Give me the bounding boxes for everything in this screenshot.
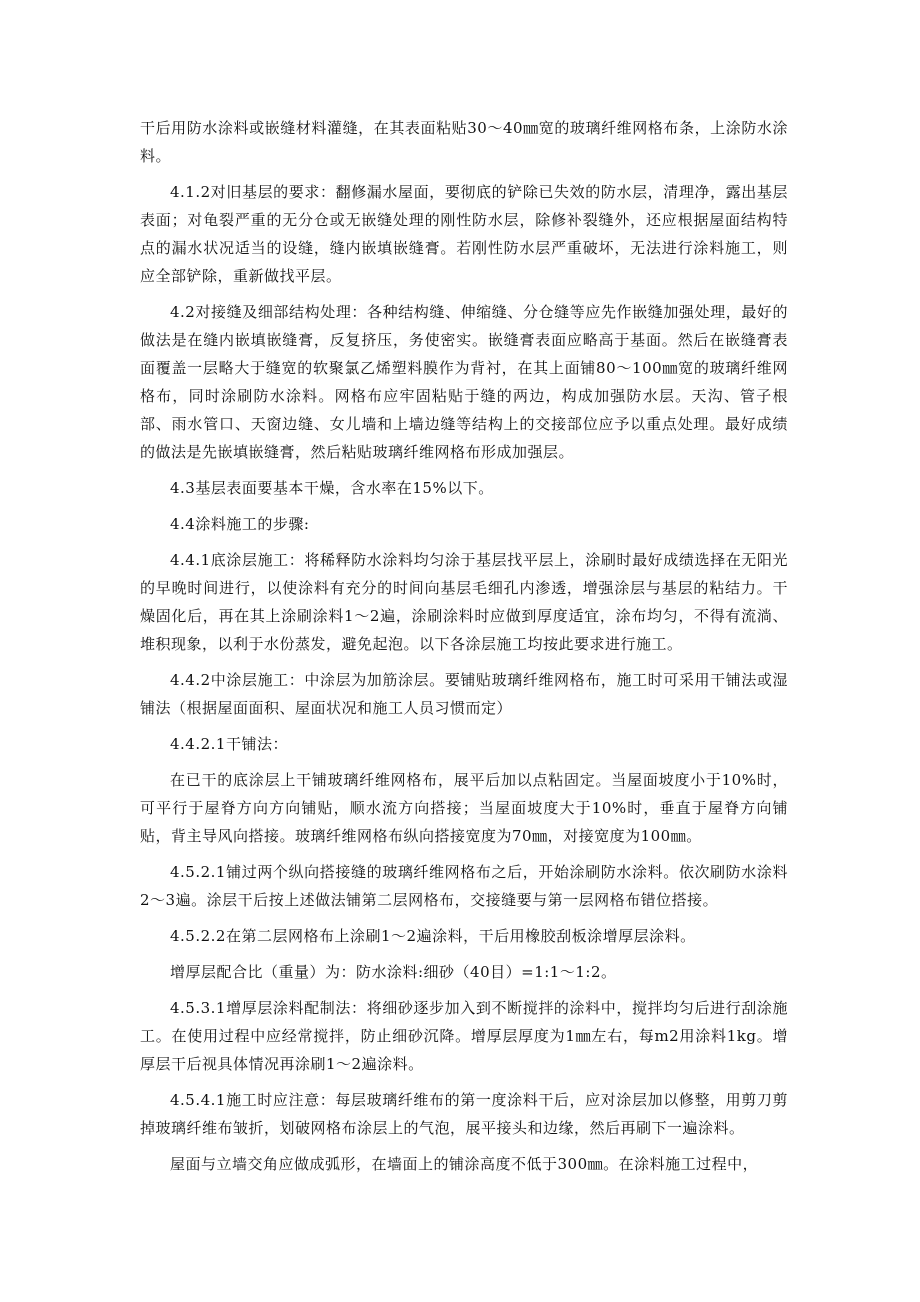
paragraph-8: 4.4.2.1干铺法： [170,735,288,753]
paragraph-5: 4.4涂料施工的步骤: [170,515,310,533]
document-page [140,114,788,1186]
paragraph-7: 4.4.2中涂层施工：中涂层为加筋涂层。要铺贴玻璃纤维网格布，施工时可采用干铺法或湿铺法（根据屋面面积、屋面状况和施工人员习惯而定） [140,671,788,717]
paragraph-14: 4.5.4.1施工时应注意：每层玻璃纤维布的第一度涂料干后，应对涂层加以修整，用剪刀剪掉玻璃纤维布皱折，划破网格布涂层上的气泡，展平接头和边缘，然后再刷下一遍涂料。 [140,1091,788,1137]
paragraph-6: 4.4.1底涂层施工：将稀释防水涂料均匀涂于基层找平层上，涂刷时最好成绩选择在无阳光的早晚时间进行，以使涂料有充分的时间向基层毛细孔内渗透，增强涂层与基层的粘结力。干燥固化后，再在其上涂刷涂料1～2遍，涂刷涂料时应做到厚度适宜，涂布均匀，不得有流淌、堆积现象，以利于水份蒸发，避免起泡。以下各涂层施工均按此要求进行施工。 [140,551,788,653]
paragraph-9: 在已干的底涂层上干铺玻璃纤维网格布，展平后加以点粘固定。当屋面坡度小于10%时，可平行于屋脊方向方向铺贴，顺水流方向搭接；当屋面坡度大于10%时，垂直于屋脊方向铺贴，背主导风向搭接。玻璃纤维网格布纵向搭接宽度为70㎜，对接宽度为100㎜。 [140,771,788,845]
paragraph-1: 干后用防水涂料或嵌缝材料灌缝，在其表面粘贴30～40㎜宽的玻璃纤维网格布条，上涂防水涂料。 [140,119,788,165]
paragraph-3: 4.2对接缝及细部结构处理：各种结构缝、伸缩缝、分仓缝等应先作嵌缝加强处理，最好的做法是在缝内嵌填嵌缝膏，反复挤压，务使密实。嵌缝膏表面应略高于基面。然后在嵌缝膏表面覆盖一层略大于缝宽的软聚氯乙烯塑料膜作为背衬，在其上面铺80～100㎜宽的玻璃纤维网格布，同时涂刷防水涂料。网格布应牢固粘贴于缝的两边，构成加强防水层。天沟、管子根部、雨水管口、天窗边缝、女儿墙和上墙边缝等结构上的交接部位应予以重点处理。最好成绩的做法是先嵌填嵌缝膏，然后粘贴玻璃纤维网格布形成加强层。 [140,303,788,461]
paragraph-10: 4.5.2.1铺过两个纵向搭接缝的玻璃纤维网格布之后，开始涂刷防水涂料。依次刷防水涂料2～3遍。涂层干后按上述做法铺第二层网格布，交接缝要与第一层网格布错位搭接。 [140,863,788,909]
paragraph-15: 屋面与立墙交角应做成弧形，在墙面上的铺涂高度不低于300㎜。在涂料施工过程中， [170,1155,759,1173]
paragraph-4: 4.3基层表面要基本干燥，含水率在15%以下。 [170,479,494,497]
paragraph-11: 4.5.2.2在第二层网格布上涂刷1～2遍涂料，干后用橡胶刮板涂增厚层涂料。 [170,927,696,945]
paragraph-13: 4.5.3.1增厚层涂料配制法：将细砂逐步加入到不断搅拌的涂料中，搅拌均匀后进行刮涂施工。在使用过程中应经常搅拌，防止细砂沉降。增厚层厚度为1㎜左右，每m2用涂料1kg。增厚层干后视具体情况再涂刷1～2遍涂料。 [140,999,788,1073]
paragraph-2: 4.1.2对旧基层的要求：翻修漏水屋面，要彻底的铲除已失效的防水层，清理净，露出基层表面；对龟裂严重的无分仓或无嵌缝处理的刚性防水层，除修补裂缝外，还应根据屋面结构特点的漏水状况适当的设缝，缝内嵌填嵌缝膏。若刚性防水层严重破坏，无法进行涂料施工，则应全部铲除，重新做找平层。 [140,183,788,285]
paragraph-12: 增厚层配合比（重量）为：防水涂料:细砂（40目）=1:1～1:2。 [170,963,617,981]
